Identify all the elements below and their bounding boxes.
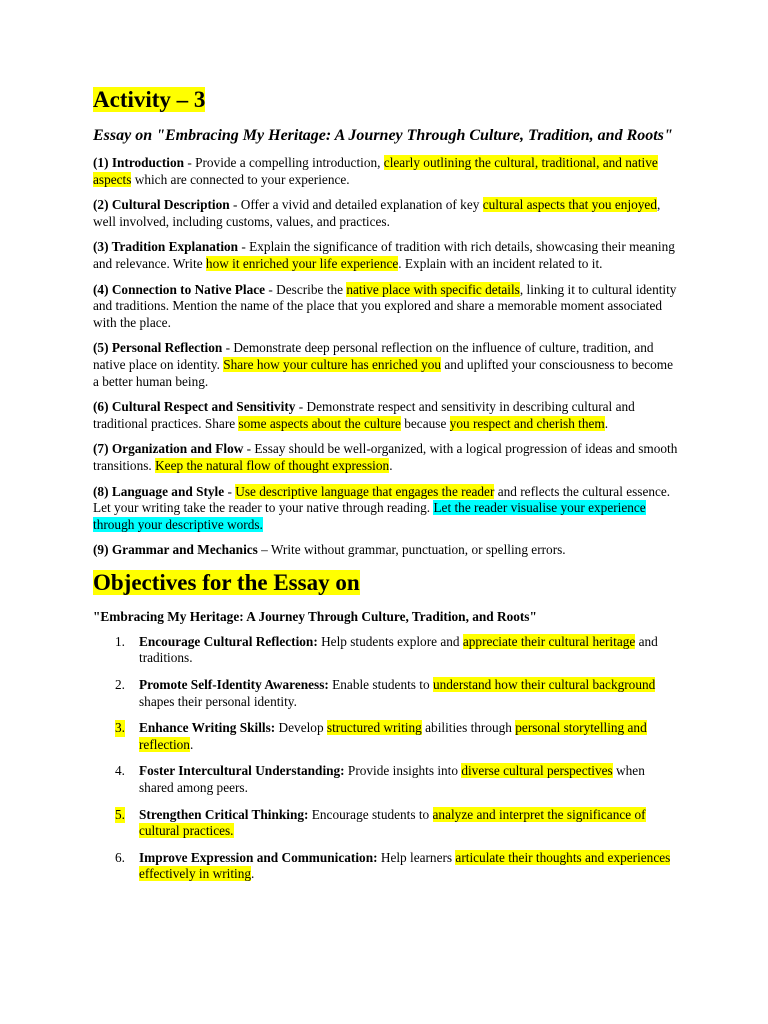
criterion-text: and reflects the cultural essence. Let your writing take the reader to your native through reading. xyxy=(93,483,671,516)
criterion-grammar xyxy=(93,542,678,559)
essay-title: Essay on "Embracing My Heritage: A Journey Through Culture, Tradition, and Roots" xyxy=(93,127,673,144)
criterion-highlight: Keep the natural flow of thought expression xyxy=(155,457,390,473)
criterion-separator: - xyxy=(295,399,307,415)
objective-item xyxy=(93,634,678,667)
criterion-highlight: cultural aspects that you enjoyed xyxy=(482,197,657,213)
objective-highlight: diverse cultural perspectives xyxy=(461,763,613,779)
objective-number: 3. xyxy=(115,720,125,736)
objective-number: 4. xyxy=(115,763,125,779)
criterion-text: , linking it to cultural identity and traditions. Mention the name of the place that you explored and share a memorable moment associated with the place. xyxy=(93,281,677,330)
objective-label: Encourage Cultural Reflection: xyxy=(139,633,318,649)
criterion-text: Demonstrate deep personal reflection on the influence of culture, tradition, and native place on identity. xyxy=(93,340,654,372)
objective-text: Provide insights into xyxy=(344,763,462,779)
criterion-tradition-explanation xyxy=(93,239,678,272)
objective-text: when shared among peers. xyxy=(139,763,645,796)
criterion-highlight: you respect and cherish them xyxy=(449,415,605,431)
objective-text: Develop xyxy=(275,720,327,736)
objective-highlight: appreciate their cultural heritage xyxy=(462,633,636,649)
objective-text: and traditions. xyxy=(139,633,658,666)
criterion-text: which are connected to your experience. xyxy=(131,171,350,187)
criterion-highlight: how it enriched your life experience xyxy=(205,255,399,271)
criterion-separator: - xyxy=(265,281,277,297)
objective-text: shapes their personal identity. xyxy=(139,693,297,709)
objective-highlight: analyze and interpret the significance of cultural practices. xyxy=(139,806,646,839)
objective-label: Enhance Writing Skills: xyxy=(139,720,276,736)
criteria-list xyxy=(93,155,678,559)
criterion-text: and uplifted your consciousness to become a better human being. xyxy=(93,356,673,389)
criterion-highlight: Share how your culture has enriched you xyxy=(223,356,442,372)
document-body xyxy=(93,86,678,893)
criterion-text: Offer a vivid and detailed explanation of key xyxy=(240,197,483,213)
criterion-separator: - xyxy=(222,340,234,356)
objective-highlight: structured writing xyxy=(326,720,422,736)
criterion-highlight-cyan: Let the reader visualise your experience through your descriptive words. xyxy=(93,500,646,532)
criterion-label: (7) Organization and Flow xyxy=(93,441,244,457)
criterion-text: because xyxy=(400,415,450,431)
objective-item xyxy=(93,763,678,796)
criterion-text: . xyxy=(604,415,609,431)
criterion-separator: - xyxy=(224,483,236,499)
objective-label: Promote Self-Identity Awareness: xyxy=(139,677,329,693)
criterion-text: Demonstrate respect and sensitivity in describing cultural and traditional practices. Share xyxy=(93,399,635,431)
objective-text: Encourage students to xyxy=(308,806,433,822)
objective-label: Strengthen Critical Thinking: xyxy=(139,806,309,822)
objectives-subtitle: "Embracing My Heritage: A Journey Through Culture, Tradition, and Roots" xyxy=(93,608,537,624)
criterion-native-place xyxy=(93,282,678,332)
objective-number: 5. xyxy=(115,806,125,822)
criterion-text: Describe the xyxy=(276,281,347,297)
criterion-separator: - xyxy=(238,239,250,255)
criterion-separator: - xyxy=(243,441,255,457)
criterion-separator: – xyxy=(257,542,271,558)
criterion-separator: - xyxy=(229,197,241,213)
criterion-label: (8) Language and Style xyxy=(93,483,225,499)
criterion-text: . xyxy=(389,457,393,473)
objective-number: 2. xyxy=(115,677,125,693)
criterion-highlight: Use descriptive language that engages the reader xyxy=(235,483,495,499)
criterion-highlight: clearly outlining the cultural, traditional, and native aspects xyxy=(93,155,658,187)
objective-text: . xyxy=(251,866,255,882)
criterion-text: Provide a compelling introduction, xyxy=(195,155,384,170)
activity-heading: Activity – 3 xyxy=(93,87,206,112)
criterion-highlight: native place with specific details xyxy=(346,281,520,297)
objective-number: 6. xyxy=(115,849,125,865)
criterion-label: (9) Grammar and Mechanics xyxy=(93,542,258,558)
criterion-cultural-respect xyxy=(93,399,678,432)
objective-label: Foster Intercultural Understanding: xyxy=(139,763,345,779)
objective-text: Help students explore and xyxy=(317,633,463,649)
objective-text: abilities through xyxy=(421,720,516,736)
criterion-cultural-description xyxy=(93,197,678,230)
criterion-label: (5) Personal Reflection xyxy=(93,340,223,356)
criterion-organization xyxy=(93,441,678,474)
criterion-label: (6) Cultural Respect and Sensitivity xyxy=(93,399,296,415)
criterion-label: (4) Connection to Native Place xyxy=(93,281,266,297)
objective-label: Improve Expression and Communication: xyxy=(139,849,378,865)
criterion-text: . Explain with an incident related to it. xyxy=(398,255,603,271)
objective-text: Enable students to xyxy=(328,677,433,693)
objective-highlight: articulate their thoughts and experiences effectively in writing xyxy=(139,849,671,882)
objective-item xyxy=(93,720,678,753)
objectives-heading: Objectives for the Essay on xyxy=(93,569,360,595)
objective-item xyxy=(93,807,678,840)
criterion-label: (3) Tradition Explanation xyxy=(93,239,239,255)
objectives-list xyxy=(93,634,678,883)
criterion-text: Explain the significance of tradition with rich details, showcasing their meaning and relevance. Write xyxy=(93,239,675,271)
criterion-separator: - xyxy=(184,155,196,170)
objective-number: 1. xyxy=(115,633,125,649)
criterion-personal-reflection xyxy=(93,340,678,390)
criterion-text: Write without grammar, punctuation, or spelling errors. xyxy=(270,542,566,558)
objective-text: . xyxy=(189,736,194,752)
criterion-text: Essay should be well-organized, with a logical progression of ideas and smooth transitions. xyxy=(93,441,678,473)
criterion-intro xyxy=(93,155,678,188)
objective-highlight: personal storytelling and reflection xyxy=(139,720,647,752)
criterion-highlight: some aspects about the culture xyxy=(238,415,401,431)
objective-item xyxy=(93,677,678,710)
criterion-label: (1) Introduction xyxy=(93,155,184,170)
objective-item xyxy=(93,850,678,883)
criterion-text: , well involved, including customs, values, and practices. xyxy=(93,197,661,229)
criterion-label: (2) Cultural Description xyxy=(93,197,230,213)
objective-text: Help learners xyxy=(377,849,456,865)
criterion-language-style xyxy=(93,484,678,534)
objective-highlight: understand how their cultural background xyxy=(432,677,656,693)
